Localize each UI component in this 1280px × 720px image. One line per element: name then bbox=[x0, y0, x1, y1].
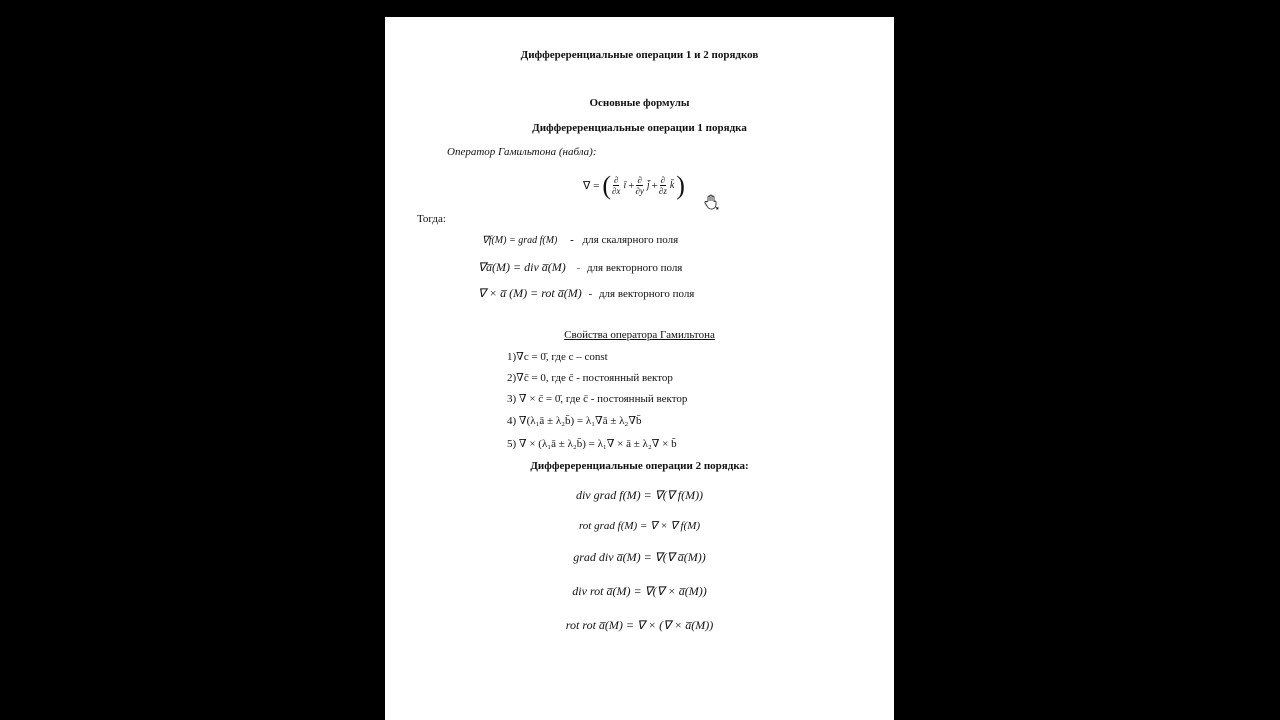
hamilton-operator-label: Оператор Гамильтона (набла): bbox=[447, 146, 597, 158]
grad-row: ∇f(M) = grad f(M) - для скалярного поля bbox=[482, 234, 679, 246]
rot-row: ∇ × a̅ (M) = rot a̅(M) - для векторного поля bbox=[478, 286, 695, 300]
document-title: Диффереренциальные операции 1 и 2 порядков bbox=[520, 49, 759, 61]
second-order-formula-4: div rot a̅(M) = ∇(∇ × a̅(M)) bbox=[572, 584, 707, 598]
second-order-heading: Диффереренциальные операции 2 порядка: bbox=[530, 460, 749, 472]
partial-y: $\frac{\partial}{\partial y}$ bbox=[635, 175, 644, 196]
basic-formulas-heading: Основные формулы bbox=[589, 97, 690, 109]
first-order-heading: Диффереренциальные операции 1 порядка bbox=[532, 122, 747, 134]
document-page bbox=[385, 17, 894, 720]
then-label: Тогда: bbox=[417, 213, 446, 225]
property-5: 5) ∇ × (λ₁ā ± λ₂b̄) = λ₁∇ × ā ± λ₂∇ × b̄ bbox=[507, 438, 677, 450]
nabla-lhs: ∇ = bbox=[583, 180, 600, 192]
property-1: 1)∇c = 0̄, где c – const bbox=[507, 351, 608, 363]
property-3: 3) ∇ × c̄ = 0̄, где c̄ - постоянный вектор bbox=[507, 393, 688, 405]
properties-heading: Свойства оператора Гамильтона bbox=[564, 329, 715, 341]
div-row: ∇a̅(M) = div a̅(M) - для векторного поля bbox=[478, 260, 683, 274]
second-order-formula-1: div grad f(M) = ∇(∇ f(M)) bbox=[575, 488, 704, 502]
partial-z: $\frac{\partial}{\partial z}$ bbox=[658, 175, 667, 196]
property-4: 4) ∇(λ₁ā ± λ₂b̄) = λ₁∇ā ± λ₂∇b̄ bbox=[507, 415, 642, 427]
second-order-formula-2: rot grad f(M) = ∇ × ∇ f(M) bbox=[578, 520, 701, 532]
property-2: 2)∇c̄ = 0, где c̄ - постоянный вектор bbox=[507, 372, 673, 384]
nabla-formula: ∇ = ( $\frac{\partial}{\partial x}$ ī + $\frac{\partial}{\partial y}$ j̄ + $\frac{\partial}{\partial z}$ k̄ ) bbox=[583, 170, 685, 200]
second-order-formula-3: grad div a̅(M) = ∇(∇ a̅(M)) bbox=[573, 550, 706, 564]
hand-cursor-icon bbox=[703, 194, 719, 210]
partial-x: $\frac{\partial}{\partial x}$ bbox=[611, 175, 621, 196]
second-order-formula-5: rot rot a̅(M) = ∇ × (∇ × a̅(M)) bbox=[565, 618, 714, 632]
